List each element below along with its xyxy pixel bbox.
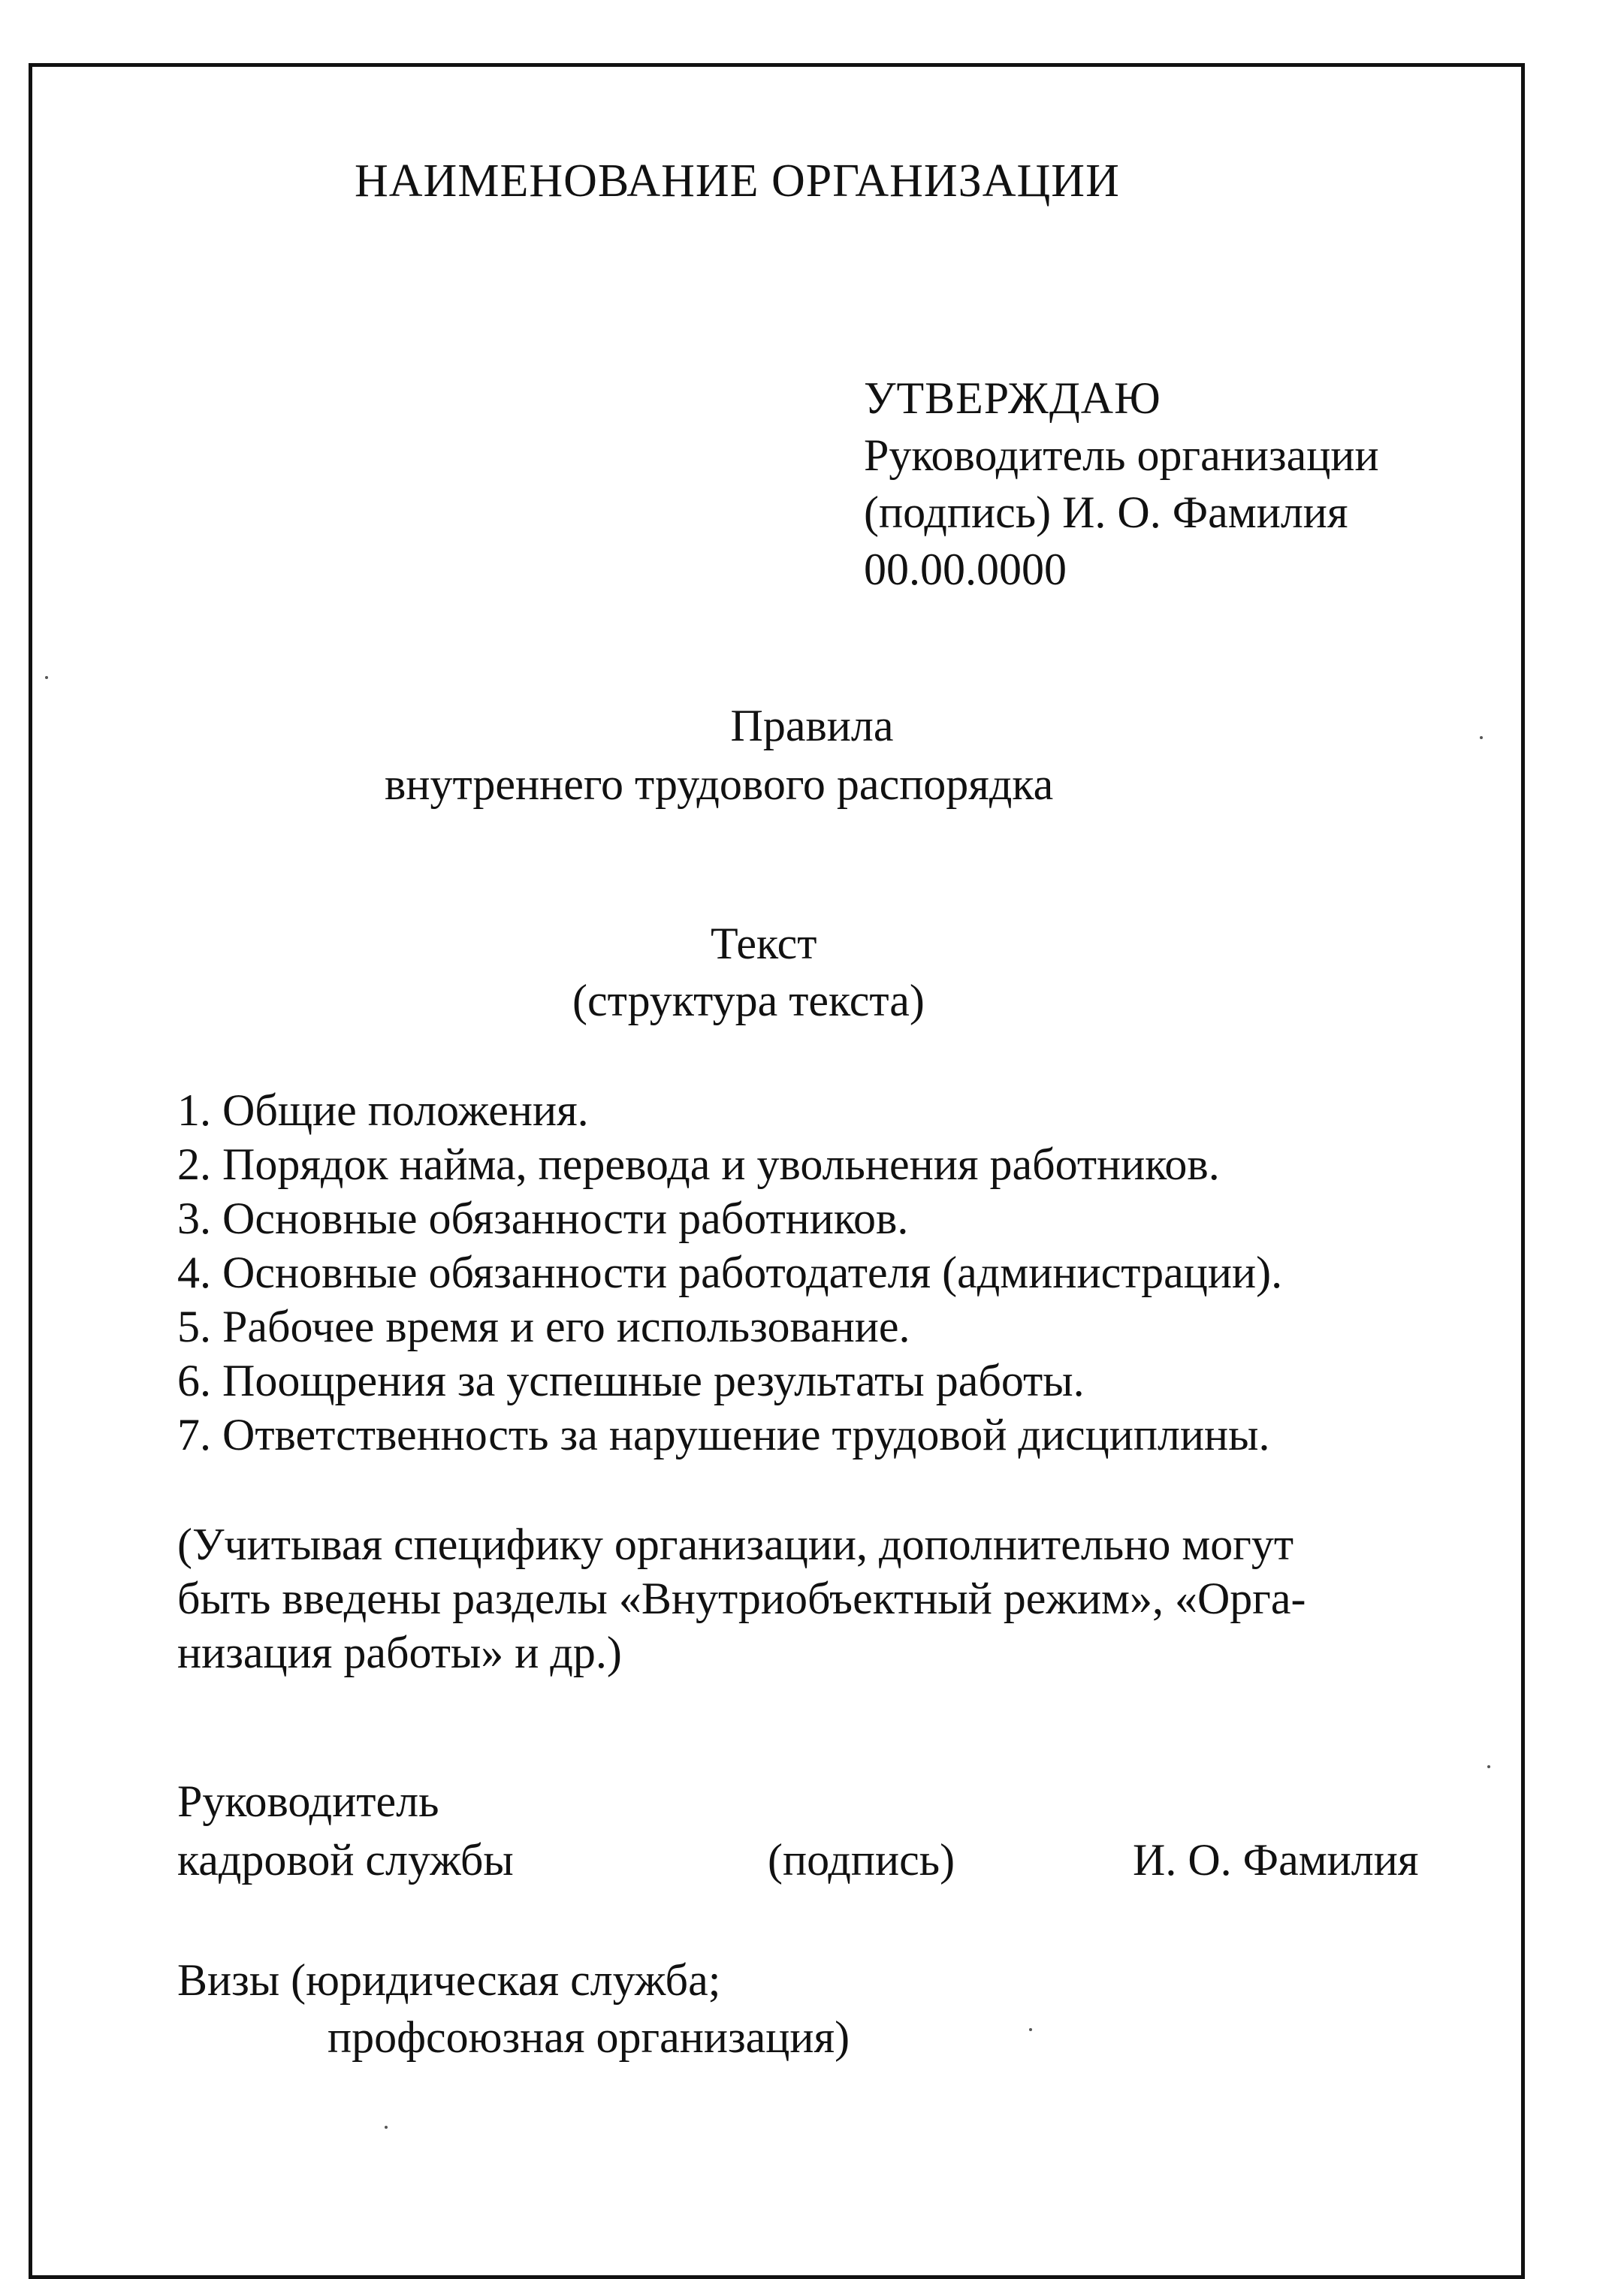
organization-name: НАИМЕНОВАНИЕ ОРГАНИЗАЦИИ: [355, 155, 1120, 207]
hr-signature: (подпись): [768, 1835, 955, 1885]
document-title: Правила: [730, 701, 894, 750]
section-item: 1. Общие положения.: [177, 1085, 589, 1135]
text-label: Текст: [711, 919, 817, 968]
approval-role: Руководитель организации: [864, 430, 1379, 480]
scan-speck: [1029, 2028, 1032, 2031]
section-item: 5. Рабочее время и его использование.: [177, 1302, 910, 1351]
approval-date: 00.00.0000: [864, 545, 1067, 594]
section-list: [177, 1083, 1282, 1462]
note-line: (Учитывая специфику организации, дополнительно могут: [177, 1520, 1294, 1569]
section-item: 7. Ответственность за нарушение трудовой дисциплины.: [177, 1410, 1270, 1459]
section-item: 3. Основные обязанности работников.: [177, 1194, 909, 1243]
section-item: 4. Основные обязанности работодателя (администрации).: [177, 1248, 1283, 1297]
note-line: низация работы» и др.): [177, 1628, 622, 1677]
section-item: 2. Порядок найма, перевода и увольнения работников.: [177, 1140, 1220, 1189]
visas-line1: Визы (юридическая служба;: [177, 1955, 721, 2005]
scan-speck: [385, 2126, 388, 2129]
hr-role-line1: Руководитель: [177, 1776, 439, 1826]
note-paragraph: [177, 1517, 1484, 1680]
hr-role-line2: кадровой службы: [177, 1835, 514, 1885]
scan-speck: [1480, 736, 1483, 739]
approval-title: УТВЕРЖДАЮ: [864, 373, 1161, 423]
document-subtitle: внутреннего трудового распорядка: [385, 759, 1054, 809]
scan-speck: [45, 676, 48, 679]
visas-line2: профсоюзная организация): [328, 2012, 850, 2062]
section-item: 6. Поощрения за успешные результаты работы.: [177, 1356, 1085, 1405]
scan-speck: [1487, 1765, 1490, 1768]
approval-signature-line: (подпись) И. О. Фамилия: [864, 487, 1348, 537]
note-line: быть введены разделы «Внутриобъектный режим», «Орга-: [177, 1574, 1306, 1623]
hr-name: И. О. Фамилия: [1133, 1835, 1419, 1885]
text-structure-label: (структура текста): [572, 976, 925, 1025]
